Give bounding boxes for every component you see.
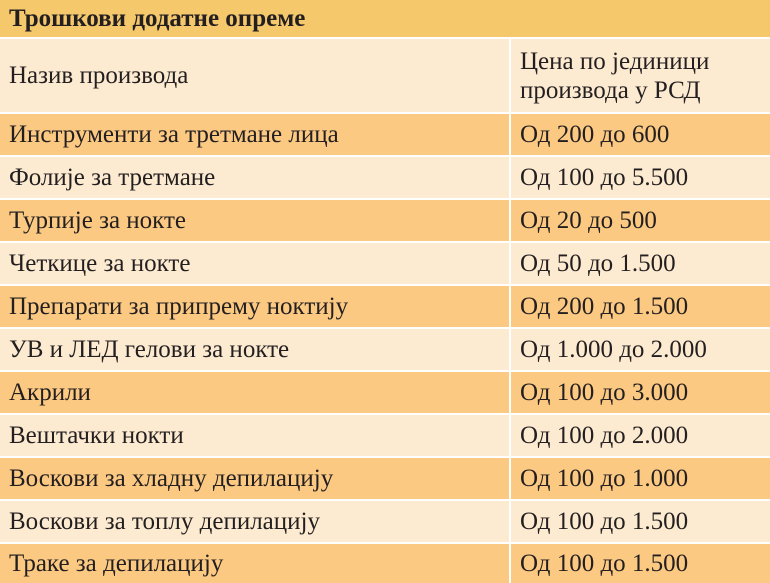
price-cell: Од 100 до 1.500	[510, 543, 770, 583]
table-row	[0, 414, 770, 457]
product-name-cell: Вештачки нокти	[0, 414, 510, 457]
price-cell: Од 200 до 600	[510, 113, 770, 156]
price-cell: Од 100 до 5.500	[510, 156, 770, 199]
price-table-body	[0, 39, 770, 583]
product-name-cell: Воскови за хладну депилацију	[0, 457, 510, 500]
price-cell: Од 100 до 2.000	[510, 414, 770, 457]
price-table	[0, 39, 770, 583]
product-name-cell: Препарати за припрему ноктију	[0, 285, 510, 328]
price-cell: Од 100 до 3.000	[510, 371, 770, 414]
product-name-cell: Четкице за нокте	[0, 242, 510, 285]
product-name-cell: Акрили	[0, 371, 510, 414]
table-row	[0, 500, 770, 543]
table-row	[0, 371, 770, 414]
price-cell: Од 100 до 1.500	[510, 500, 770, 543]
product-name-cell: Инструменти за третмане лица	[0, 113, 510, 156]
price-cell: Од 50 до 1.500	[510, 242, 770, 285]
product-name-cell: Траке за депилацију	[0, 543, 510, 583]
header-product-name: Назив производа	[0, 39, 510, 113]
product-name-cell: Турпије за нокте	[0, 199, 510, 242]
table-row	[0, 457, 770, 500]
product-name-cell: УВ и ЛЕД гелови за нокте	[0, 328, 510, 371]
table-row	[0, 199, 770, 242]
product-name-cell: Фолије за третмане	[0, 156, 510, 199]
table-row	[0, 543, 770, 583]
table-title: Трошкови додатне опреме	[0, 0, 770, 39]
header-row	[0, 39, 770, 113]
table-row	[0, 285, 770, 328]
table-row	[0, 156, 770, 199]
price-cell: Од 1.000 до 2.000	[510, 328, 770, 371]
table-row	[0, 113, 770, 156]
table-row	[0, 242, 770, 285]
product-name-cell: Воскови за топлу депилацију	[0, 500, 510, 543]
price-cell: Од 200 до 1.500	[510, 285, 770, 328]
price-cell: Од 20 до 500	[510, 199, 770, 242]
price-cell: Од 100 до 1.000	[510, 457, 770, 500]
table-row	[0, 328, 770, 371]
header-unit-price: Цена по јединици производа у РСД	[510, 39, 770, 113]
